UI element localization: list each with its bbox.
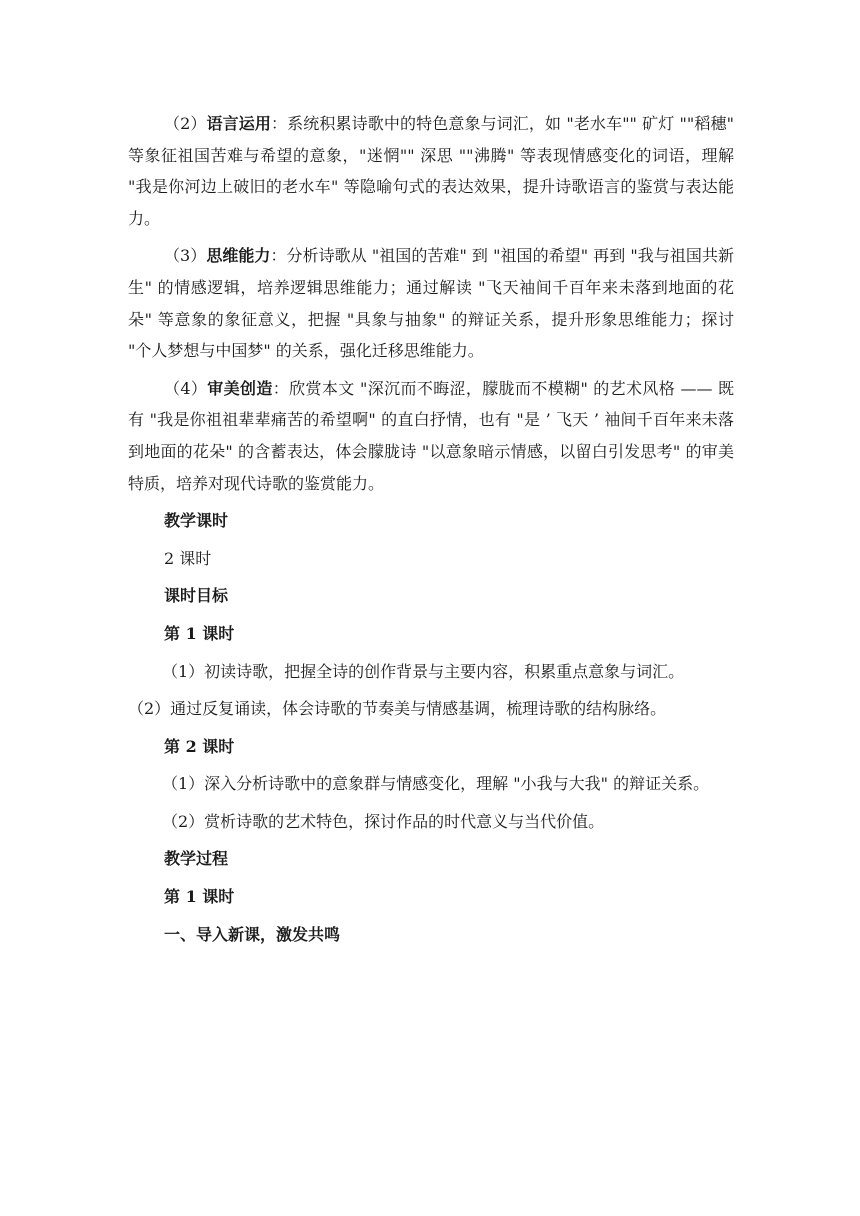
objective-language-paragraph <box>128 108 734 234</box>
process-lesson1-heading: 第 1 课时 <box>164 887 235 907</box>
objective-thinking-title: 思维能力 <box>206 246 271 266</box>
lesson-goals-heading: 课时目标 <box>164 586 229 606</box>
objective-thinking-prefix: （3） <box>164 246 207 266</box>
objective-aesthetic-paragraph <box>128 373 734 499</box>
lesson1-goal-item-1: （1）初读诗歌，把握全诗的创作背景与主要内容，积累重点意象与词汇。 <box>162 661 685 681</box>
objective-aesthetic-text: ：欣赏本文 "深沉而不晦涩，朦胧而不模糊" 的艺术风格 —— 既有 "我是你祖祖辈辈痛苦的希望啊" 的直白抒情，也有 "是 ’ 飞天 ’ 袖间千百年来未落到地面的花朵" 的含蓄表达，体会朦胧诗 "以意象暗示情感，以留白引发思考" 的审美特质，培养对现代诗歌的鉴赏能力。 <box>128 378 734 493</box>
teaching-hours-value: 2 课时 <box>164 548 212 568</box>
lesson1-goals-heading: 第 1 课时 <box>164 623 235 643</box>
document-page <box>128 108 734 956</box>
lesson2-goals-heading: 第 2 课时 <box>164 736 235 756</box>
teaching-process-heading: 教学过程 <box>164 849 229 869</box>
objective-thinking-text: ：分析诗歌从 "祖国的苦难" 到 "祖国的希望" 再到 "我与祖国共新生" 的情感逻辑，培养逻辑思维能力；通过解读 "飞天袖间千百年来未落到地面的花朵" 等意象的象征意义，把握 "具象与抽象" 的辩证关系，提升形象思维能力；探讨 "个人梦想与中国梦" 的关系，强化迁移思维能力。 <box>128 246 734 361</box>
lesson2-goal-item-2: （2）赏析诗歌的艺术特色，探讨作品的时代意义与当代价值。 <box>162 811 605 831</box>
objective-aesthetic-title: 审美创造 <box>207 378 273 398</box>
lesson2-goal-item-1: （1）深入分析诗歌中的意象群与情感变化，理解 "小我与大我" 的辩证关系。 <box>162 774 710 794</box>
objective-aesthetic-prefix: （4） <box>164 378 208 398</box>
process-section-1-heading: 一、导入新课，激发共鸣 <box>164 924 341 944</box>
objective-language-title: 语言运用 <box>206 114 272 133</box>
teaching-hours-heading: 教学课时 <box>164 511 229 531</box>
objective-thinking-paragraph <box>128 240 734 366</box>
objective-language-text: ：系统积累诗歌中的特色意象与词汇，如 "老水车"" 矿灯 ""稻穗" 等象征祖国苦难与希望的意象，"迷惘"" 深思 ""沸腾" 等表现情感变化的词语，理解 "我是你河边上破旧的老水车" 等隐喻句式的表达效果，提升诗歌语言的鉴赏与表达能力。 <box>128 114 734 228</box>
lesson1-goal-item-2: （2）通过反复诵读，体会诗歌的节奏美与情感基调，梳理诗歌的结构脉络。 <box>128 699 667 719</box>
objective-language-prefix: （2） <box>164 114 207 133</box>
